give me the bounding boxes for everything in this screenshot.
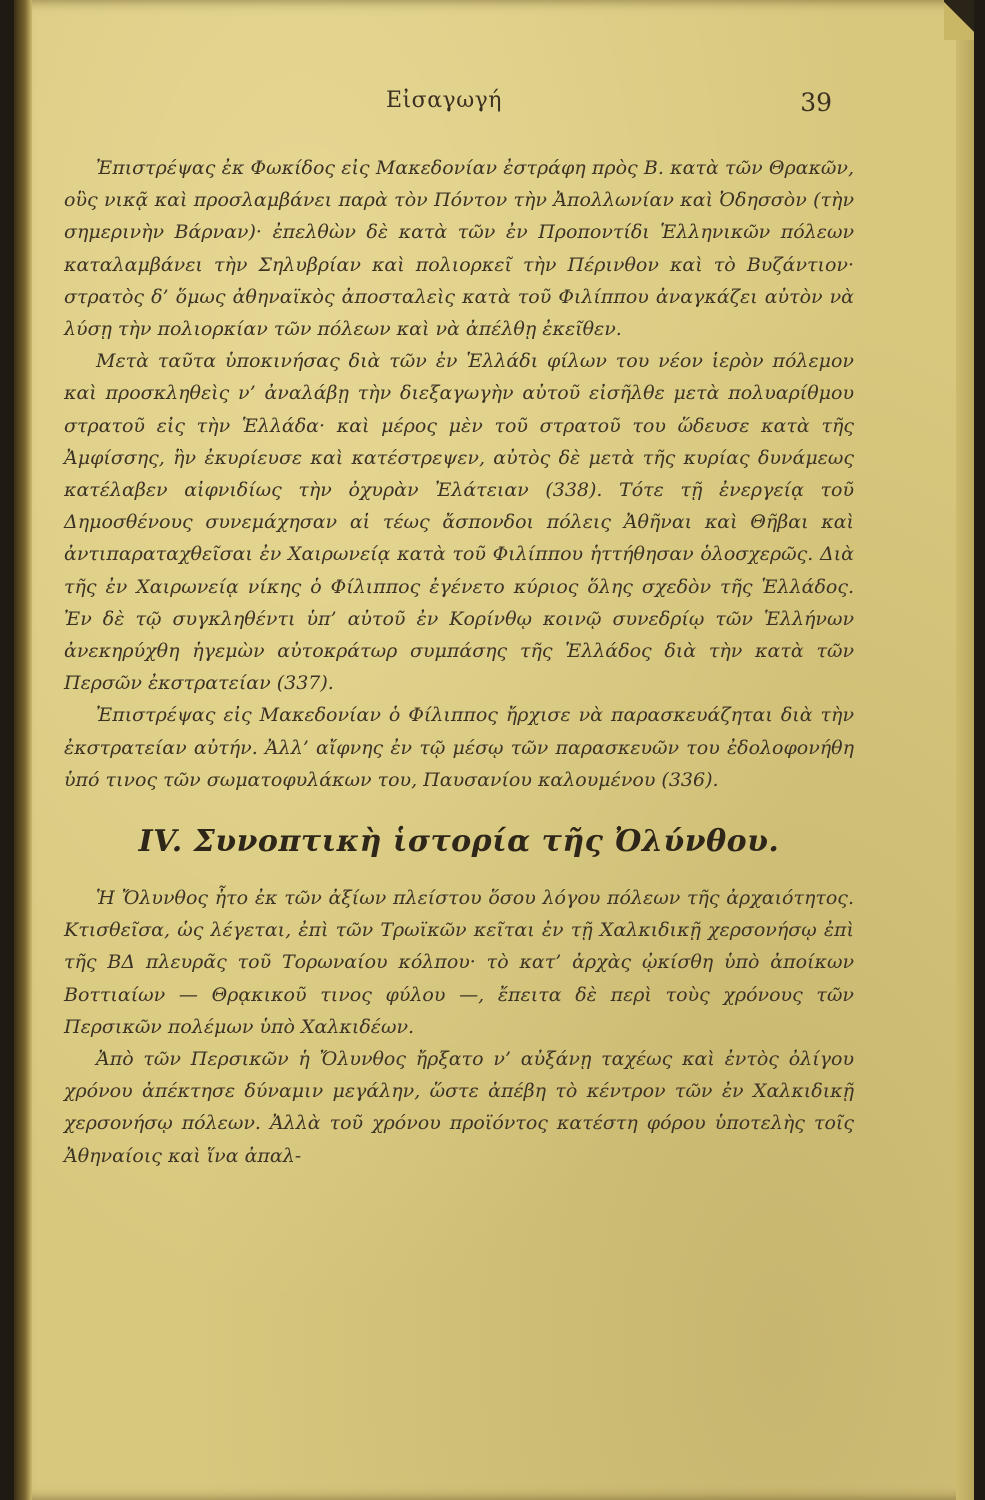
page-edge [956,0,974,1500]
running-title: Εἰσαγωγή [386,88,502,113]
paragraph: Ἐπιστρέψας ἐκ Φωκίδος εἰς Μακεδονίαν ἐστράφη πρὸς Β. κατὰ τῶν Θρακῶν, οὓς νικᾷ καὶ προσλαμβάνει παρὰ τὸν Πόντον τὴν Ἀπολλωνίαν καὶ Ὀδησσὸν (τὴν σημερινὴν Βάρναν)· ἐπελθὼν δὲ κατὰ τῶν ἐν Προποντίδι Ἑλληνικῶν πόλεων καταλαμβάνει τὴν Σηλυβρίαν καὶ πολιορκεῖ τὴν Πέρινθον καὶ τὸ Βυζάντιον· στρατὸς δ’ ὅμως ἀθηναϊκὸς ἀποσταλεὶς κατὰ τοῦ Φιλίππου ἀναγκάζει αὐτὸν νὰ λύσῃ τὴν πολιορκίαν τῶν πόλεων καὶ νὰ ἀπέλθῃ ἐκεῖθεν. [64,157,854,341]
paragraph: Ἀπὸ τῶν Περσικῶν ἡ Ὄλυνθος ἤρξατο ν’ αὐξάνῃ ταχέως καὶ ἐντὸς ὀλίγου χρόνου ἀπέκτησε δύναμιν μεγάλην, ὥστε ἀπέβη τὸ κέντρον τῶν ἐν Χαλκιδικῇ χερσονήσῳ πόλεων. Ἀλλὰ τοῦ χρόνου προϊόντος κατέστη φόρου ὑποτελὴς τοῖς Ἀθηναίοις καὶ ἵνα ἀπαλ- [64,1048,854,1167]
book-page [14,0,974,1500]
page-corner [944,0,974,40]
page-header [14,88,974,128]
section-heading: IV. Συνοπτικὴ ἱστορία τῆς Ὀλύνθου. [138,824,780,860]
paragraph: Μετὰ ταῦτα ὑποκινήσας διὰ τῶν ἐν Ἑλλάδι φίλων του νέον ἱερὸν πόλεμον καὶ προσκληθεὶς ν’ ἀναλάβῃ τὴν διεξαγωγὴν αὐτοῦ εἰσῆλθε μετὰ πολυαρίθμου στρατοῦ εἰς τὴν Ἑλλάδα· καὶ μέρος μὲν τοῦ στρατοῦ του ὥδευσε κατὰ τῆς Ἀμφίσσης, ἣν ἐκυρίευσε καὶ κατέστρεψεν, αὐτὸς δὲ μετὰ τῆς κυρίας δυνάμεως κατέλαβεν αἰφνιδίως τὴν ὀχυρὰν Ἐλάτειαν (338). Τότε τῇ ἐνεργείᾳ τοῦ Δημοσθένους συνεμάχησαν αἱ τέως ἄσπονδοι πόλεις Ἀθῆναι καὶ Θῆβαι καὶ ἀντιπαραταχθεῖσαι ἐν Χαιρωνείᾳ κατὰ τοῦ Φιλίππου ἡττήθησαν ὁλοσχερῶς. Διὰ τῆς ἐν Χαιρωνείᾳ νίκης ὁ Φίλιππος ἐγένετο κύριος ὅλης σχεδὸν τῆς Ἑλλάδος. Ἐν δὲ τῷ συγκληθέντι ὑπ’ αὐτοῦ ἐν Κορίνθῳ κοινῷ συνεδρίῳ τῶν Ἑλλήνων ἀνεκηρύχθη ἡγεμὼν αὐτοκράτωρ συμπάσης τῆς Ἑλλάδος διὰ τὴν κατὰ τῶν Περσῶν ἐκστρατείαν (337). [64,350,854,695]
page-gutter-shadow [14,0,32,1500]
paragraph: Ἡ Ὄλυνθος ἦτο ἐκ τῶν ἀξίων πλείστου ὅσου λόγου πόλεων τῆς ἀρχαιότητος. Κτισθεῖσα, ὡς λέγεται, ἐπὶ τῶν Τρωϊκῶν κεῖται ἐν τῇ Χαλκιδικῇ χερσονήσῳ ἐπὶ τῆς ΒΔ πλευρᾶς τοῦ Τορωναίου κόλπου· τὸ κατ’ ἀρχὰς ᾠκίσθη ὑπὸ ἀποίκων Βοττιαίων — Θρᾳκικοῦ τινος φύλου —, ἔπειτα δὲ περὶ τοὺς χρόνους τῶν Περσικῶν πολέμων ὑπὸ Χαλκιδέων. [64,887,854,1038]
page-number: 39 [800,88,832,117]
page-body [64,152,854,1172]
paragraph: Ἐπιστρέψας εἰς Μακεδονίαν ὁ Φίλιππος ἤρχισε νὰ παρασκευάζηται διὰ τὴν ἐκστρατείαν αὐτήν. Ἀλλ’ αἴφνης ἐν τῷ μέσῳ τῶν παρασκευῶν του ἐδολοφονήθη ὑπό τινος τῶν σωματοφυλάκων του, Παυσανίου καλουμένου (336). [64,704,854,791]
